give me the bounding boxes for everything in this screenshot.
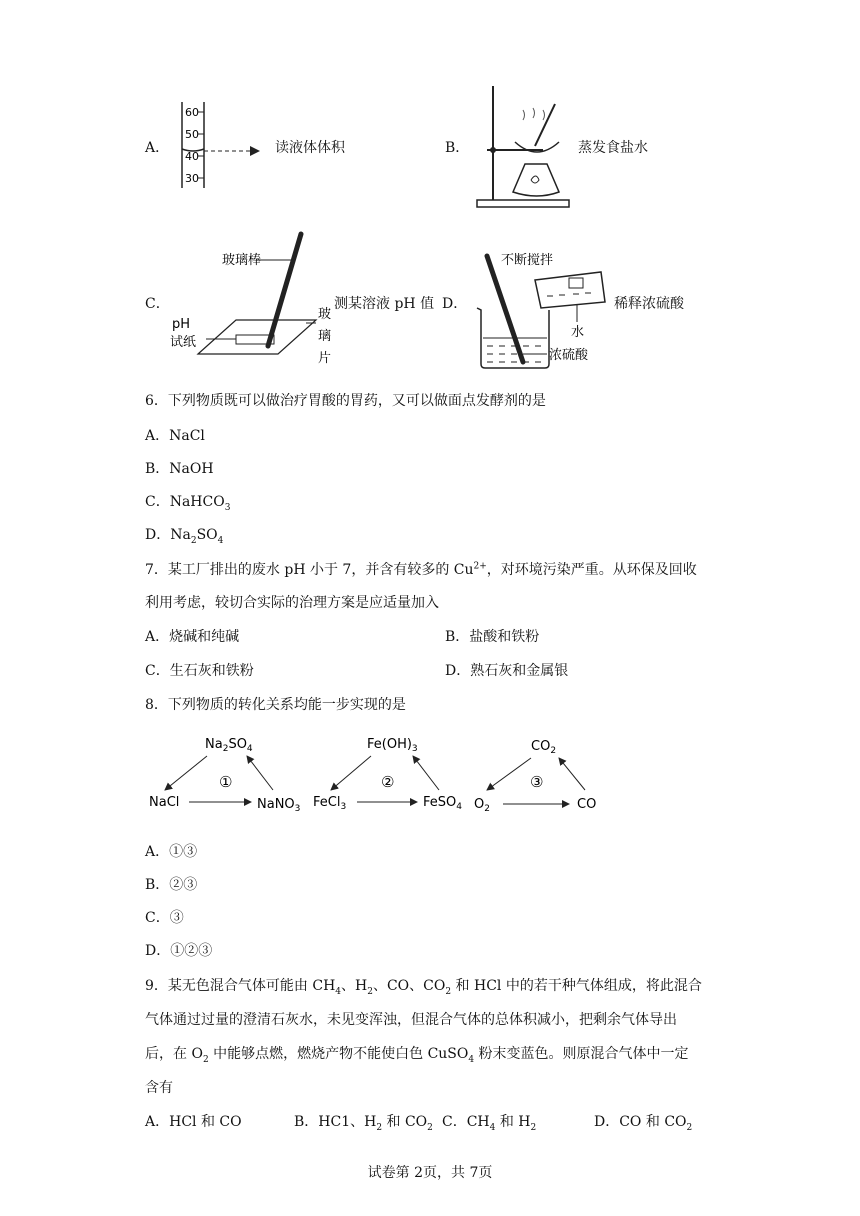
q7-stem-line1: 7．某工厂排出的废水 pH 小于 7，并含有较多的 $Cu^{2+}$，对环境污染严重。从环保及回收 — [145, 561, 697, 578]
q9-option-b: B．HC1、$H_2$ 和 $CO_2$ — [294, 1114, 433, 1133]
q8-option-a: A．①③ — [145, 844, 198, 860]
t1-right: NaNO$_3$ — [257, 797, 301, 814]
evaporation-figure — [475, 84, 573, 210]
option-b-caption: 蒸发食盐水 — [578, 140, 648, 156]
glass-slide-label-2: 璃 — [318, 329, 332, 344]
q6-option-b: B．NaOH — [145, 461, 214, 477]
q9-option-d: D．CO 和 $CO_2$ — [594, 1114, 693, 1133]
eye-icon — [250, 146, 260, 156]
q9-stem-line1: 9．某无色混合气体可能由 $CH_4$、$H_2$、CO、$CO_2$ 和 HCl 中的若干种气体组成，将此混合 — [145, 978, 702, 997]
triangle-3 — [474, 739, 596, 814]
q8-stem: 8．下列物质的转化关系均能一步实现的是 — [145, 697, 406, 713]
t1-top: $Na_2SO_4$ — [205, 737, 253, 754]
option-a-letter: A． — [145, 140, 170, 156]
q7-option-d: D．熟石灰和金属银 — [445, 663, 569, 679]
ph-test-figure — [168, 228, 338, 366]
q7-stem-line2: 利用考虑，较切合实际的治理方案是应适量加入 — [145, 595, 439, 611]
q9-option-c: C．$CH_4$ 和 $H_2$ — [442, 1114, 537, 1133]
q9-stem-line4: 含有 — [145, 1080, 173, 1096]
tick-50: 50 — [185, 128, 199, 141]
q9-stem-line2: 气体通过过量的澄清石灰水，未见变浑浊，但混合气体的总体积减小，把剩余气体导出 — [145, 1012, 677, 1028]
t1-left: NaCl — [149, 795, 180, 810]
q7-option-c: C．生石灰和铁粉 — [145, 663, 254, 679]
tick-30: 30 — [185, 172, 199, 185]
q9-option-a: A．HCl 和 CO — [145, 1114, 242, 1130]
q7-option-b: B．盐酸和铁粉 — [445, 629, 540, 645]
ph-paper-label: 试纸 — [170, 335, 197, 350]
q9-stem-line3: 后，在 $O_2$ 中能够点燃，燃烧产物不能使白色 CuSO$_4$ 粉末变蓝色。则原混合气体中一定 — [145, 1046, 689, 1065]
t2-number: ② — [381, 773, 395, 791]
tick-40: 40 — [185, 150, 199, 163]
t1-number: ① — [219, 773, 233, 791]
glass-rod-label: 玻璃棒 — [222, 253, 262, 268]
t3-right: CO — [577, 797, 597, 812]
option-c-letter: C． — [145, 296, 170, 312]
q8-option-d: D．①②③ — [145, 943, 213, 959]
glass-slide-label-3: 片 — [318, 351, 332, 366]
glass-slide-label-1: 玻 — [318, 307, 332, 322]
option-d-letter: D． — [442, 296, 468, 312]
option-a-caption: 读液体体积 — [275, 140, 345, 156]
dilution-figure — [473, 250, 615, 370]
conversion-diagram — [145, 730, 605, 816]
q8-option-b: B．②③ — [145, 877, 198, 893]
t2-left: FeCl$_3$ — [313, 795, 347, 812]
option-d-caption: 稀释浓硫酸 — [614, 296, 684, 312]
t3-left: $O_2$ — [474, 797, 490, 814]
option-c-caption: 测某溶液 pH 值 — [334, 296, 435, 312]
t3-number: ③ — [530, 773, 544, 791]
option-b-letter: B． — [445, 140, 470, 156]
ph-label: pH — [172, 317, 191, 332]
tick-60: 60 — [185, 106, 199, 119]
q6-option-a: A．NaCl — [145, 428, 205, 444]
triangle-2 — [313, 737, 462, 812]
t2-top: $Fe(OH)_3$ — [367, 737, 418, 754]
t3-top: $CO_2$ — [531, 739, 557, 756]
triangle-1 — [149, 737, 300, 814]
q8-option-c: C．③ — [145, 910, 184, 926]
cylinder-reading-figure — [172, 100, 267, 192]
stir-label: 不断搅拌 — [501, 253, 554, 268]
q6-stem: 6．下列物质既可以做治疗胃酸的胃药，又可以做面点发酵剂的是 — [145, 393, 546, 409]
water-label: 水 — [571, 325, 585, 340]
conc-acid-label: 浓硫酸 — [549, 348, 589, 363]
q6-option-d: D．$Na_2SO_4$ — [145, 527, 224, 546]
q7-option-a: A．烧碱和纯碱 — [145, 629, 240, 645]
page-footer: 试卷第 2页，共 7页 — [367, 1165, 493, 1181]
t2-right: FeSO$_4$ — [423, 795, 462, 812]
q6-option-c: C．NaHCO$_3$ — [145, 494, 231, 513]
